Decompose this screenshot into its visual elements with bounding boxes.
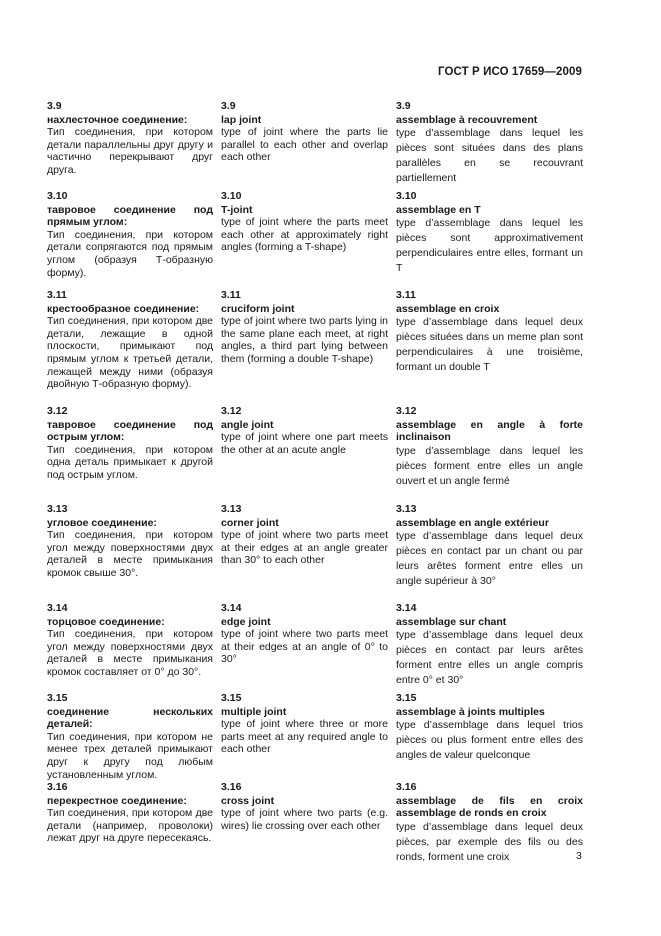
term-definition-en: type of joint where one part meets the other at an acute angle <box>221 431 388 456</box>
term-number: 3.16 <box>396 781 417 793</box>
term-number: 3.15 <box>47 692 68 704</box>
term-definition-en: type of joint where the parts lie parallel to each other and overlap each other <box>221 126 388 164</box>
term-name-fr: assemblage à joints multiples <box>396 705 545 718</box>
term-number: 3.11 <box>396 289 416 301</box>
term-name-fr: assemblage en angle extérieur <box>396 516 549 529</box>
term-definition-fr: type d’assemblage dans lequel les pièces sont approximativement perpendiculaires entre elles, formant un T <box>396 217 583 275</box>
term-definition-fr: type d’assemblage dans lequel les pièces sont situées dans des plans parallèles en se recouvrant partiellement <box>396 127 583 185</box>
term-definition-fr: type d’assemblage dans lequel deux pièces, par exemple des fils ou des ronds, forment une croix <box>396 820 583 863</box>
term-definition-ru: Тип соединения, при котором не менее трех деталей примыкают друг к другу под любым установленным углом. <box>47 730 213 781</box>
term-name-fr: assemblage de fils en croix assemblage de ronds en croix <box>396 794 583 820</box>
term-name-fr: assemblage en angle à forte inclinaison <box>396 418 583 444</box>
term-name-fr: assemblage sur chant <box>396 615 507 628</box>
term-entry <box>396 289 583 393</box>
term-number: 3.15 <box>221 692 242 704</box>
column-french <box>396 100 583 877</box>
term-entry <box>221 692 388 769</box>
term-definition-fr: type d’assemblage dans lequel deux pièces en contact par un chant ou par leurs arêtes forment entre elles un angle supérieur à 30° <box>396 530 583 588</box>
term-name-fr: assemblage à recouvrement <box>396 113 538 126</box>
term-entry <box>396 100 583 185</box>
term-definition-en: type of joint where two parts meet at their edges at an angle of 0° to 30° <box>221 628 388 666</box>
term-definition-ru: Тип соединения, при котором детали сопрягаются под прямым углом (образуя Т-образную форму). <box>47 228 213 279</box>
term-number: 3.13 <box>221 503 242 515</box>
term-number: 3.14 <box>47 602 68 614</box>
term-definition-fr: type d’assemblage dans lequel les pièces forment entre elles un angle ouvert et un angle fermé <box>396 444 583 487</box>
term-name-en: T-joint <box>221 203 253 216</box>
term-number: 3.11 <box>221 289 241 301</box>
term-name-en: angle joint <box>221 418 274 431</box>
term-entry <box>47 289 213 393</box>
term-name-ru: торцовое соединение: <box>47 615 165 628</box>
term-number: 3.14 <box>221 602 242 614</box>
term-entry <box>221 602 388 680</box>
term-name-ru: тавровое соединение под прямым углом: <box>47 203 213 229</box>
term-definition-en: type of joint where two parts (e.g. wires) lie crossing over each other <box>221 807 388 832</box>
page-number: 3 <box>576 850 582 862</box>
term-definition-fr: type d’assemblage dans lequel deux pièces situées dans un meme plan sont perpendiculaires à une troisième, formant un double T <box>396 316 583 374</box>
term-entry <box>396 503 583 590</box>
term-name-ru: перекрестное соединение: <box>47 794 187 807</box>
term-number: 3.11 <box>47 289 67 301</box>
term-entry <box>396 602 583 687</box>
term-number: 3.14 <box>396 602 417 614</box>
term-number: 3.12 <box>396 405 417 417</box>
term-definition-en: type of joint where two parts lying in the same plane each meet, at right angles, a third part lying between them (forming a double T-shape) <box>221 315 388 365</box>
term-definition-en: type of joint where the parts meet each other at approximately right angles (forming a T-shape) <box>221 216 388 254</box>
term-definition-ru: Тип соединения, при котором угол между поверхностями двух деталей в месте примыкания кромок свыше 30°. <box>47 529 213 579</box>
term-entry <box>47 781 213 845</box>
term-name-ru: крестообразное соединение: <box>47 302 200 315</box>
term-entry <box>47 190 213 277</box>
term-name-ru: угловое соединение: <box>47 516 157 529</box>
term-entry <box>221 289 388 393</box>
term-entry <box>221 405 388 491</box>
term-definition-ru: Тип соединения, при котором детали параллельны друг другу и частично перекрывают друг друга. <box>47 126 213 176</box>
column-russian <box>47 100 213 877</box>
term-name-en: cruciform joint <box>221 302 295 315</box>
term-number: 3.15 <box>396 692 417 704</box>
term-number: 3.10 <box>221 190 242 202</box>
term-number: 3.10 <box>396 190 417 202</box>
term-entry <box>396 190 583 277</box>
term-number: 3.9 <box>47 100 62 112</box>
term-number: 3.9 <box>221 100 236 112</box>
term-entry <box>221 781 388 832</box>
term-entry <box>221 503 388 590</box>
term-entry <box>47 692 213 781</box>
term-name-ru: тавровое соединение под острым углом: <box>47 418 213 444</box>
term-entry <box>47 503 213 590</box>
terms-grid <box>47 100 583 877</box>
term-entry <box>221 100 388 178</box>
term-definition-ru: Тип соединения, при котором две детали (например, проволоки) лежат друг на друге пересекаясь. <box>47 807 213 845</box>
term-number: 3.13 <box>47 503 68 515</box>
term-number: 3.16 <box>47 781 68 793</box>
term-definition-fr: type d’assemblage dans lequel trios pièces ou plus forment entre elles des angles de valeur quelconque <box>396 719 583 762</box>
term-name-en: edge joint <box>221 615 271 628</box>
term-entry <box>47 100 213 178</box>
term-number: 3.13 <box>396 503 417 515</box>
standard-header: ГОСТ Р ИСО 17659—2009 <box>437 66 582 78</box>
term-entry <box>47 602 213 680</box>
term-name-fr: assemblage en croix <box>396 302 500 315</box>
term-definition-fr: type d’assemblage dans lequel deux pièces en contact par leurs arêtes forment entre elles un angle compris entre 0° et 30° <box>396 629 583 687</box>
term-entry <box>221 190 388 277</box>
term-entry <box>396 405 583 491</box>
term-definition-en: type of joint where two parts meet at their edges at an angle greater than 30° to each other <box>221 529 388 567</box>
term-name-ru: нахлесточное соединение: <box>47 113 188 126</box>
term-name-en: lap joint <box>221 113 262 126</box>
term-definition-en: type of joint where three or more parts meet at any required angle to each other <box>221 718 388 756</box>
term-number: 3.12 <box>47 405 68 417</box>
term-name-en: corner joint <box>221 516 279 529</box>
term-name-ru: соединение нескольких деталей: <box>47 705 213 731</box>
term-number: 3.10 <box>47 190 68 202</box>
term-entry <box>396 692 583 769</box>
term-definition-ru: Тип соединения, при котором угол между поверхностями двух деталей в месте примыкания кромок составляет от 0° до 30°. <box>47 628 213 678</box>
term-definition-ru: Тип соединения, при котором две детали, лежащие в одной плоскости, примыкают под прямым углом к третьей детали, лежащей между ними (образуя двойную Т-образную форму). <box>47 315 213 391</box>
term-definition-ru: Тип соединения, при котором одна деталь примыкает к другой под острым углом. <box>47 443 213 481</box>
term-number: 3.16 <box>221 781 242 793</box>
term-entry <box>47 405 213 491</box>
term-number: 3.12 <box>221 405 242 417</box>
term-name-en: multiple joint <box>221 705 287 718</box>
term-name-fr: assemblage en T <box>396 203 481 216</box>
column-english <box>221 100 388 877</box>
term-name-en: cross joint <box>221 794 275 807</box>
term-number: 3.9 <box>396 100 411 112</box>
term-entry <box>396 781 583 865</box>
